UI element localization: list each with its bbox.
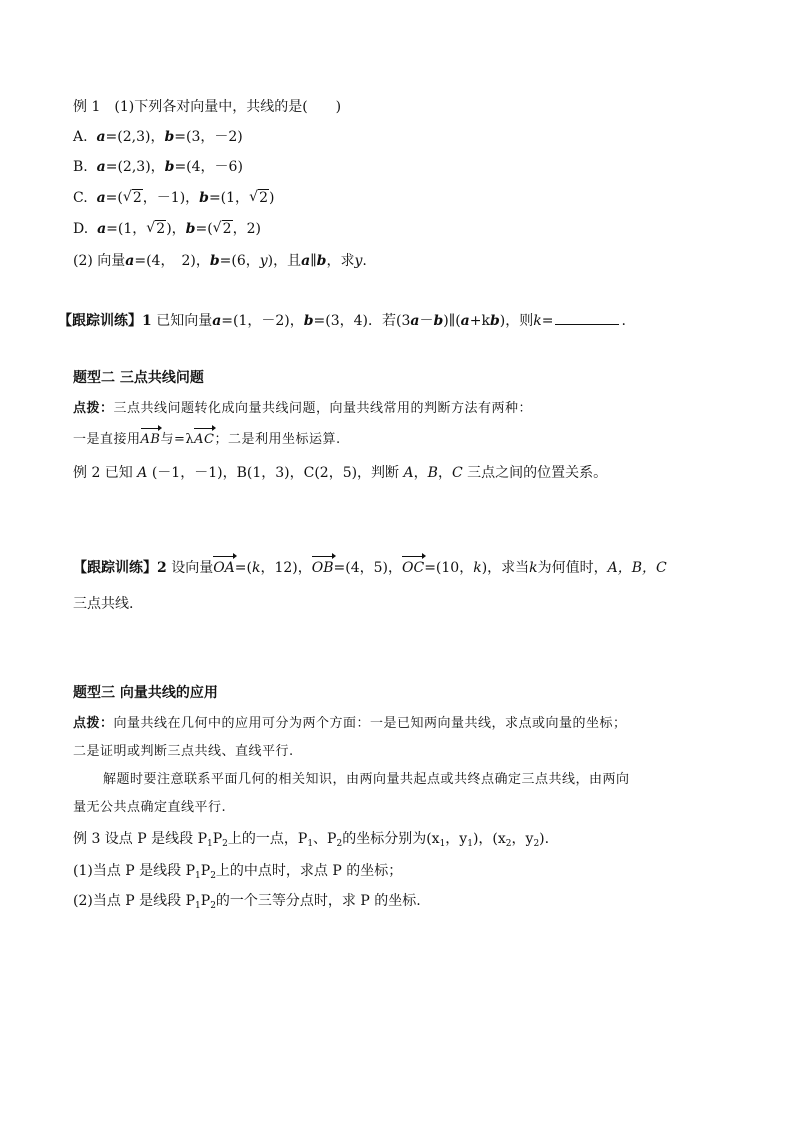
vector-ac: AC xyxy=(194,430,214,450)
example-1-option-a: A. a=(2,3)，b=(3，－2) xyxy=(73,129,243,145)
type-2-tip xyxy=(73,399,532,419)
exercise-text: =(4，5)， xyxy=(333,560,402,576)
question-text: (1)当点 P 是线段 P xyxy=(73,863,196,879)
example-3-question-1: (1)当点 P 是线段 $P_1P_2$上的中点时，求点 P 的坐标； xyxy=(73,863,403,881)
example-1-option-c: C. a=(√ 2，－1)，b=(1，√ 2) xyxy=(73,188,274,208)
example-text: (－1，－1)，B(1，3)，C(2，5)，判断 xyxy=(151,465,400,481)
option-label: D. xyxy=(73,221,89,237)
option-text: ，2) xyxy=(232,221,261,237)
part-text: =(4， 2)， xyxy=(134,253,210,269)
tracking-exercise-1: 【跟踪训练】1 已知向量a=(1，－2)，b=(3，4)．若(3a－b)∥(a+kb)，则k= . xyxy=(58,310,626,331)
tracking-label: 【跟踪训练】1 xyxy=(58,313,152,329)
exercise-text: = xyxy=(541,313,554,329)
option-text: =(3，－2) xyxy=(174,129,243,145)
exercise-text: － xyxy=(419,313,434,329)
option-label: C. xyxy=(73,190,88,206)
option-text: =( xyxy=(105,190,123,206)
example-1-option-b: B. a=(2,3)，b=(4，－6) xyxy=(73,159,243,175)
tip-text: 一是直接用 xyxy=(73,432,141,447)
part-text: )，且 xyxy=(267,253,302,269)
exercise-text: )，则 xyxy=(499,313,534,329)
exercise-text: =( xyxy=(234,560,252,576)
example-1-title xyxy=(73,97,341,117)
exercise-text: )∥( xyxy=(443,313,461,329)
type-3-tip-line-3: 解题时要注意联系平面几何的相关知识，由两向量共起点或共终点确定三点共线，由两向 xyxy=(103,772,630,787)
question-text: 的一个三等分点时，求 P 的坐标. xyxy=(215,893,421,909)
option-text: =(2,3)， xyxy=(105,129,165,145)
sqrt-radicand: 2 xyxy=(156,221,166,237)
example-1-title-text: 例 1 (1)下列各对向量中，共线的是( ) xyxy=(73,99,342,115)
example-text: 的坐标分别为(x xyxy=(342,831,440,847)
tip-text: 三点共线问题转化成向量共线问题，向量共线常用的判断方法有两种： xyxy=(113,401,533,416)
exercise-text: +k xyxy=(469,313,490,329)
exercise-text: =(1，－2)， xyxy=(221,313,304,329)
type-3-tip-line-4: 量无公共点确定直线平行. xyxy=(73,800,227,815)
sqrt-radicand: 2 xyxy=(259,190,268,206)
exercise-text: ，12)， xyxy=(260,560,312,576)
sqrt-symbol xyxy=(213,219,233,239)
exercise-text: =(10， xyxy=(424,560,474,576)
part-text: ，求 xyxy=(326,253,355,269)
example-text: ，y xyxy=(511,831,534,847)
sqrt-radicand: 2 xyxy=(132,190,142,206)
part-text: . xyxy=(362,253,367,269)
type-2-tip-line-2 xyxy=(73,430,341,450)
example-3-question-2: (2)当点 P 是线段 $P_1P_2$的一个三等分点时，求 P 的坐标. xyxy=(73,893,421,911)
example-1-part-2: (2) 向量a=(4， 2)，b=(6，y)，且a∥b，求y. xyxy=(73,253,367,269)
option-label: B. xyxy=(73,159,88,175)
exercise-text: . xyxy=(621,313,626,329)
tracking-exercise-2-line-2: 三点共线. xyxy=(73,596,134,612)
type-3-tip-line-2: 二是证明或判断三点共线、直线平行. xyxy=(73,744,294,759)
exercise-text: =(3，4)．若(3 xyxy=(313,313,411,329)
example-text: 、P xyxy=(313,831,337,847)
exercise-text: A，B，C xyxy=(607,560,667,576)
exercise-text: )，求当 xyxy=(481,560,530,576)
example-text: 例 3 设点 P 是线段 P xyxy=(73,831,207,847)
sqrt-symbol xyxy=(123,188,143,208)
part-text: =(6， xyxy=(219,253,260,269)
option-text: =(1， xyxy=(208,190,250,206)
sqrt-symbol xyxy=(249,188,269,208)
option-label: A. xyxy=(73,129,88,145)
option-text: =(2,3)， xyxy=(105,159,165,175)
tracking-exercise-2: 【跟踪训练】2 设向量OA=(k，12)，OB=(4，5)，OC=(10，k)，求当k为何值时，A，B，C xyxy=(73,560,667,576)
example-text: 上的一点，P xyxy=(227,831,308,847)
example-3: 例 3 设点 P 是线段 $P_1P_2$上的一点，$P_1$、$P_2$的坐标分别为($x_1$，$y_1$)，($x_2$，$y_2$). xyxy=(73,831,550,849)
part-text: (2) 向量 xyxy=(73,253,126,269)
answer-blank[interactable] xyxy=(555,310,619,325)
option-text: =(1， xyxy=(106,221,147,237)
parallel-symbol: ∥ xyxy=(310,253,317,269)
example-text: P xyxy=(212,831,223,847)
tip-label: 点拨： xyxy=(73,716,114,731)
vector-ob: OB xyxy=(311,560,334,576)
option-text: =(4，－6) xyxy=(174,159,243,175)
option-text: ，－1)， xyxy=(142,190,200,206)
example-text: ). xyxy=(539,831,550,847)
sqrt-radicand: 2 xyxy=(222,221,232,237)
example-text: 例 2 已知 xyxy=(73,465,133,481)
tip-text: ；二是利用坐标运算. xyxy=(214,432,341,447)
type-3-tip xyxy=(73,714,627,734)
exercise-text: 设向量 xyxy=(166,560,214,576)
tip-text: 与=λ xyxy=(160,432,195,447)
question-text: P xyxy=(200,863,211,879)
question-text: (2)当点 P 是线段 P xyxy=(73,893,196,909)
section-heading-type-2: 题型二 三点共线问题 xyxy=(73,370,204,386)
sqrt-symbol xyxy=(146,219,166,239)
vector-oa: OA xyxy=(213,560,235,576)
vector-oc: OC xyxy=(402,560,425,576)
tip-text: 向量共线在几何中的应用可分为两个方面：一是已知两向量共线，求点或向量的坐标； xyxy=(113,716,627,731)
vector-ab: AB xyxy=(141,430,161,450)
exercise-text: 为何值时， xyxy=(537,560,608,576)
question-text: P xyxy=(200,893,211,909)
tip-label: 点拨： xyxy=(73,401,114,416)
example-text: 三点之间的位置关系。 xyxy=(467,465,608,481)
section-heading-type-3: 题型三 向量共线的应用 xyxy=(73,685,218,701)
option-text: )， xyxy=(166,221,186,237)
exercise-text: 已知向量 xyxy=(151,313,213,329)
example-1-option-d: D. a=(1，√ 2)，b=(√ 2，2) xyxy=(73,219,261,239)
example-2: 例 2 已知 A (－1，－1)，B(1，3)，C(2，5)，判断 A，B，C 三点之间的位置关系。 xyxy=(73,465,608,481)
example-text: ，y xyxy=(445,831,468,847)
option-text: =( xyxy=(195,221,213,237)
tracking-label: 【跟踪训练】2 xyxy=(73,560,167,576)
option-text: ) xyxy=(268,190,275,206)
example-text: )，(x xyxy=(472,831,506,847)
question-text: 上的中点时，求点 P 的坐标； xyxy=(215,863,403,879)
